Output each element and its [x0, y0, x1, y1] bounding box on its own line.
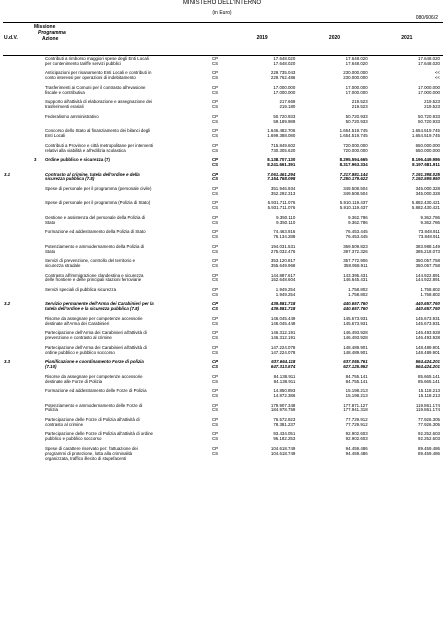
amount-cell: 96.182.253	[273, 436, 296, 442]
amount-cell: 230.000.000	[343, 70, 368, 76]
amount-cell: 17.648.020	[273, 60, 296, 66]
amount-cell: 637.664.118	[271, 359, 296, 365]
amount-cell: 353.120.817	[270, 258, 296, 264]
currency-unit: (in Euro)	[212, 10, 232, 16]
amount-cell: 145.673.931	[415, 320, 440, 326]
amount-cell: 720.000.000	[343, 147, 368, 153]
amount-cell: 15.118.213	[418, 388, 440, 394]
amount-type-cell: CS	[212, 190, 219, 196]
amount-cell: 104.618.749	[270, 450, 296, 456]
amount-type-cell: CS	[212, 118, 219, 124]
mission-number-cell: 3	[34, 157, 37, 163]
amount-cell: 119.861.174	[415, 402, 440, 408]
missione-label: Missione	[34, 24, 56, 30]
amount-cell: 94.459.486	[345, 450, 368, 456]
amount-cell: 92.902.603	[345, 431, 368, 437]
description-cell: Partecipazione delle Forze di Polizia all'attività di	[45, 416, 140, 422]
amount-type-cell: CS	[212, 364, 219, 370]
amount-cell: 650.000.000	[415, 142, 440, 148]
amount-type-cell: CS	[212, 320, 219, 326]
description-cell: Potenziamento e ammodernamento delle Forze di	[45, 402, 143, 408]
amount-cell: 8.241.661.391	[267, 161, 296, 167]
amount-cell: 1.654.519.745	[411, 133, 440, 139]
amount-type-cell: CP	[212, 431, 219, 437]
amount-cell: 145.673.931	[415, 315, 440, 321]
description-cell: Servizi di prevenzione, controllo del territorio e	[45, 258, 136, 264]
amount-cell: 15.198.213	[345, 392, 368, 398]
amount-cell: 17.000.000	[273, 89, 296, 95]
amount-cell: 9.362.786	[348, 214, 368, 220]
amount-cell: 1.949.254	[275, 291, 296, 297]
amount-cell: 5.882.430.421	[411, 205, 440, 211]
amount-cell: 77.926.305	[418, 421, 440, 427]
row-spacer	[3, 462, 443, 466]
document-code: 080/606/2	[415, 15, 438, 21]
amount-cell: 147.224.078	[270, 344, 296, 350]
amount-cell: 119.861.174	[415, 407, 440, 413]
description-cell: tutela dell'ordine e la sicurezza pubblica (7.8)	[45, 306, 140, 312]
amount-cell: 146.312.191	[270, 330, 296, 336]
description-cell: Contributi a rimborso maggiori spese degli Enti Locali	[45, 56, 149, 61]
amount-cell: 369.509.823	[343, 243, 368, 249]
amount-type-cell: CP	[212, 287, 219, 292]
amount-cell: 84.138.911	[273, 373, 296, 379]
amount-type-cell: CP	[212, 445, 219, 451]
description-cell: Contributi a Province e città metropolitane per interventi	[45, 142, 154, 148]
amount-type-cell: CS	[212, 335, 219, 341]
amount-cell: 355.649.968	[270, 263, 296, 269]
amount-cell: 50.720.933	[273, 113, 296, 119]
amount-cell: 627.125.952	[343, 364, 368, 370]
description-cell: organizzata, traffico illecito di stupefacenti	[45, 455, 127, 461]
amount-cell: 148.489.901	[415, 349, 440, 355]
amount-cell: 50.720.933	[345, 113, 368, 119]
amount-cell: 230.000.000	[343, 75, 368, 81]
amount-cell: 1.758.802	[348, 291, 368, 297]
amount-cell: 7.154.768.098	[267, 176, 296, 182]
amount-type-cell: CS	[212, 89, 219, 95]
amount-cell: 397.372.326	[343, 248, 368, 254]
description-cell: Ordine pubblico e sicurezza (7)	[45, 157, 110, 163]
programma-label: Programma	[38, 30, 66, 36]
amount-cell: 177.871.127	[343, 402, 368, 408]
amount-cell: 179.907.348	[270, 402, 296, 408]
description-cell: Risorse da assegnare per competenze accessorie	[45, 373, 143, 379]
amount-cell: 7.217.881.144	[339, 171, 368, 177]
amount-cell: 8.138.707.130	[267, 157, 296, 163]
year-column-header: 2020	[298, 23, 370, 56]
ministry-title: MINISTERO DELL'INTERNO	[182, 0, 262, 6]
amount-cell: 74.463.916	[273, 229, 296, 235]
amount-cell: 73.848.911	[418, 229, 440, 235]
amount-type-cell: CS	[212, 378, 219, 384]
amount-cell: 345.000.328	[415, 185, 440, 191]
amount-cell: 229.762.486	[270, 75, 296, 81]
amount-cell: 77.729.912	[345, 421, 368, 427]
amount-cell: 17.000.000	[418, 84, 440, 90]
amount-cell: 7.061.461.294	[267, 171, 296, 177]
udv-column-header: U.d.V.	[3, 23, 33, 56]
description-cell: Spese di carattere riservato per: l'attuazione dei	[45, 445, 138, 451]
amount-type-cell: CS	[212, 248, 219, 254]
amount-cell: 146.045.449	[270, 315, 296, 321]
amount-cell: 350.057.758	[415, 263, 440, 269]
description-cell: Servizio permanente dell'Arma dei Carabinieri per la	[45, 301, 154, 307]
amount-cell: 17.648.020	[418, 56, 440, 61]
amount-cell: 219.523	[424, 99, 440, 105]
table-body	[3, 56, 443, 466]
description-cell: Partecipazione dell'Arma dei Carabinieri all'attività di	[45, 344, 147, 350]
description-cell: programmi di protezione, lotta alla criminalità	[45, 450, 133, 456]
amount-cell: 352.292.313	[270, 190, 296, 196]
description-cell: Anticipazioni per risanamento Enti Locali e contributi in	[45, 70, 152, 76]
amount-cell: 229.735.043	[270, 70, 296, 76]
description-cell: Formazione ed addestramento delle Forze di Polizia	[45, 388, 147, 394]
amount-cell: 146.493.928	[343, 335, 368, 341]
amount-cell: 5.882.430.421	[411, 200, 440, 206]
amount-cell: 715.849.602	[270, 142, 296, 148]
amount-cell: 275.032.476	[270, 248, 296, 254]
amount-type-cell: CS	[212, 133, 219, 139]
amount-type-cell: CP	[212, 99, 219, 105]
amount-cell: 92.252.603	[418, 431, 440, 437]
udv-cell: 3.2	[4, 301, 11, 307]
amount-type-cell: CS	[212, 263, 219, 269]
description-cell: Contrasto all'immigrazione clandestina e sicurezza	[45, 272, 144, 278]
amount-cell: 219.523	[424, 104, 440, 110]
missione-column-header	[33, 23, 226, 56]
description-cell: Partecipazione delle Forze di Polizia all'attività di ordine	[45, 431, 153, 437]
description-cell: Enti Locali	[45, 133, 66, 139]
amount-cell: 78.381.237	[273, 421, 296, 427]
amount-cell: 177.941.318	[343, 407, 368, 413]
amount-cell: 5.931.711.076	[267, 200, 296, 206]
amount-type-cell: CS	[212, 349, 219, 355]
description-cell: destinate all'Arma dei Carabinieri	[45, 320, 110, 326]
description-cell: relativi alla viabilità e all'edilizia scolastica	[45, 147, 126, 153]
description-cell: fiscale e contributiva	[45, 89, 85, 95]
amount-cell: 17.000.000	[418, 89, 440, 95]
year-column-header: 2021	[371, 23, 443, 56]
description-cell: Supporto all'attività di elaborazione e assegnazione dei	[45, 99, 153, 105]
amount-cell: 17.000.000	[345, 84, 368, 90]
amount-cell: 440.657.760	[415, 306, 440, 312]
amount-cell: 59.189.989	[273, 118, 296, 124]
amount-cell: 1.699.388.080	[267, 133, 296, 139]
amount-type-cell: CP	[212, 388, 219, 394]
amount-cell: 650.000.000	[415, 147, 440, 153]
amount-cell: 349.508.504	[343, 185, 368, 191]
amount-cell: 564.424.201	[415, 364, 440, 370]
amount-cell: 647.313.574	[270, 364, 296, 370]
amount-type-cell: CP	[212, 84, 219, 90]
amount-cell: 93.434.051	[273, 431, 296, 437]
spacer-cell	[3, 462, 443, 466]
amount-cell: 14.872.386	[273, 392, 296, 398]
amount-type-cell: CP	[212, 171, 219, 177]
amount-cell: 17.000.000	[345, 89, 368, 95]
amount-cell: 8.295.594.665	[339, 157, 368, 163]
amount-type-cell: CP	[212, 272, 219, 278]
amount-cell: 5.910.119.437	[339, 200, 368, 206]
description-cell: Potenziamento e ammodernamento della Polizia di	[45, 243, 145, 249]
amount-cell: 5.910.119.437	[339, 205, 368, 211]
amount-type-cell: CS	[212, 205, 219, 211]
amount-cell: 219.180	[279, 104, 296, 110]
amount-cell: 637.055.761	[343, 359, 368, 365]
amount-type-cell: CS	[212, 147, 219, 153]
amount-cell: 92.252.603	[418, 436, 440, 442]
amount-cell: 76.453.445	[345, 229, 368, 235]
amount-cell: 349.508.504	[343, 190, 368, 196]
amount-type-cell: CP	[212, 402, 219, 408]
description-cell: prevenzione e contrasto al crimine	[45, 335, 112, 341]
amount-cell: 440.657.760	[343, 301, 368, 307]
description-cell: Stato	[45, 219, 56, 225]
amount-cell: 146.645.431	[343, 277, 368, 283]
udv-cell: 3.3	[4, 359, 11, 365]
azione-label: Azione	[42, 36, 59, 42]
amount-type-cell: CS	[212, 219, 219, 225]
amount-cell: <<	[434, 75, 440, 81]
amount-cell: 217.669	[279, 99, 296, 105]
description-cell: Spese di personale per il programma (personale civile)	[45, 185, 152, 191]
amount-cell: 14.850.893	[273, 388, 296, 394]
amount-cell: 89.459.486	[418, 445, 440, 451]
amount-type-cell: CP	[212, 128, 219, 134]
amount-cell: 440.657.760	[343, 306, 368, 312]
description-cell: Formazione ed addestramento della Polizia di Stato	[45, 229, 146, 235]
amount-type-cell: CP	[212, 185, 219, 191]
description-cell: Pianificazione e coordinamento Forze di polizia	[45, 359, 144, 365]
amount-cell: 77.729.912	[345, 416, 368, 422]
amount-cell: 1.758.802	[348, 287, 368, 292]
amount-cell: 104.618.749	[270, 445, 296, 451]
amount-cell: 439.581.718	[270, 301, 296, 307]
amount-cell: 50.720.933	[345, 118, 368, 124]
description-cell: sicurezza stradale	[45, 263, 81, 269]
amount-cell: 17.648.020	[345, 60, 368, 66]
udv-cell: 3.1	[4, 171, 11, 177]
amount-cell: 1.758.802	[420, 287, 440, 292]
budget-table	[3, 22, 443, 465]
amount-type-cell: CS	[212, 277, 219, 283]
amount-type-cell: CP	[212, 142, 219, 148]
description-cell: Polizia	[45, 407, 58, 413]
amount-cell: 15.198.213	[345, 388, 368, 394]
amount-cell: 15.118.213	[418, 392, 440, 398]
table-header-row	[3, 23, 443, 56]
amount-type-cell: CP	[212, 113, 219, 119]
amount-type-cell: CS	[212, 75, 219, 81]
amount-cell: 345.000.328	[415, 190, 440, 196]
amount-cell: 1.646.482.706	[267, 128, 296, 134]
amount-cell: 720.000.000	[343, 142, 368, 148]
amount-cell: 9.350.110	[276, 219, 296, 225]
amount-type-cell: CS	[212, 161, 219, 167]
amount-cell: 146.493.928	[343, 330, 368, 336]
amount-cell: 17.648.020	[273, 56, 296, 61]
amount-cell: 9.350.110	[276, 214, 296, 220]
amount-cell: 148.489.901	[415, 344, 440, 350]
amount-type-cell: CS	[212, 407, 219, 413]
description-cell: ordine pubblico e pubblico soccorso	[45, 349, 115, 355]
amount-cell: 146.493.928	[415, 335, 440, 341]
amount-cell: 76.134.288	[273, 234, 296, 240]
amount-type-cell: CP	[212, 301, 219, 307]
amount-type-cell: CP	[212, 229, 219, 235]
amount-cell: 5.931.711.076	[267, 205, 296, 211]
amount-type-cell: CS	[212, 392, 219, 398]
amount-cell: 50.720.933	[418, 113, 440, 119]
amount-cell: 84.755.141	[345, 373, 368, 379]
amount-cell: 357.772.906	[343, 258, 368, 264]
amount-cell: 145.673.931	[343, 320, 368, 326]
amount-cell: 85.665.141	[418, 378, 440, 384]
amount-type-cell: CS	[212, 291, 219, 297]
amount-cell: 17.000.000	[273, 84, 296, 90]
amount-cell: 148.489.901	[343, 349, 368, 355]
amount-type-cell: CS	[212, 421, 219, 427]
amount-type-cell: CS	[212, 306, 219, 312]
amount-cell: 84.755.141	[345, 378, 368, 384]
amount-type-cell: CP	[212, 56, 219, 61]
description-cell: Trasferimenti ai Comuni per il contrasto all'evasione	[45, 84, 146, 90]
amount-cell: <<	[434, 70, 440, 76]
amount-cell: 219.523	[351, 104, 368, 110]
amount-cell: 9.362.786	[420, 214, 440, 220]
description-cell: delle frontiere e delle principali stazioni ferroviarie	[45, 277, 142, 283]
description-cell: pubblico e pubblico soccorso	[45, 436, 102, 442]
description-cell: Gestione e assistenza del personale della Polizia di	[45, 214, 146, 220]
amount-type-cell: CS	[212, 60, 219, 66]
amount-cell: 564.424.201	[415, 359, 440, 365]
amount-type-cell: CP	[212, 200, 219, 206]
amount-type-cell: CP	[212, 70, 219, 76]
amount-cell: 144.922.891	[415, 277, 440, 283]
amount-cell: 7.250.179.622	[339, 176, 368, 182]
amount-cell: 145.673.931	[343, 315, 368, 321]
description-cell: contrasto al crimine	[45, 421, 84, 427]
description-cell: Stato	[45, 248, 56, 254]
amount-cell: 184.978.759	[270, 407, 296, 413]
description-cell: Spese di personale per il programma (Polizia di Stato)	[45, 200, 151, 206]
amount-cell: 84.138.911	[273, 378, 296, 384]
amount-cell: 351.946.934	[270, 185, 296, 191]
amount-type-cell: CP	[212, 373, 219, 379]
amount-cell: 350.057.758	[415, 258, 440, 264]
amount-cell: 1.654.519.745	[411, 128, 440, 134]
amount-cell: 219.523	[351, 99, 368, 105]
description-cell: Contrasto al crimine, tutela dell'ordine e della	[45, 171, 140, 177]
amount-cell: 7.192.599.950	[411, 176, 440, 182]
amount-type-cell: CP	[212, 214, 219, 220]
amount-cell: 148.489.901	[343, 344, 368, 350]
year-column-header: 2019	[226, 23, 298, 56]
amount-cell: 383.988.149	[415, 243, 440, 249]
amount-cell: 92.902.603	[345, 436, 368, 442]
amount-cell: 50.720.933	[418, 118, 440, 124]
amount-cell: 147.224.078	[270, 349, 296, 355]
amount-cell: 385.218.073	[415, 248, 440, 254]
amount-type-cell: CS	[212, 436, 219, 442]
amount-type-cell: CS	[212, 450, 219, 456]
amount-type-cell: CP	[212, 243, 219, 249]
amount-cell: 143.395.431	[343, 272, 368, 278]
description-cell: Servizi speciali di pubblica sicurezza	[45, 287, 117, 292]
amount-cell: 8.317.963.334	[339, 161, 368, 167]
amount-cell: 73.848.911	[418, 234, 440, 240]
amount-cell: 17.648.020	[345, 56, 368, 61]
description-cell: sicurezza pubblica (7.8)	[45, 176, 95, 182]
amount-cell: 1.654.519.745	[339, 128, 368, 134]
amount-cell: 9.362.786	[420, 219, 440, 225]
amount-cell: 17.648.020	[418, 60, 440, 66]
amount-cell: 144.887.617	[270, 272, 296, 278]
amount-cell: 730.305.620	[270, 147, 296, 153]
amount-cell: 8.196.449.986	[411, 157, 440, 163]
amount-cell: 146.045.449	[270, 320, 296, 326]
amount-type-cell: CP	[212, 157, 219, 163]
amount-type-cell: CP	[212, 330, 219, 336]
amount-cell: 94.459.486	[345, 445, 368, 451]
amount-cell: 194.031.531	[270, 243, 296, 249]
amount-type-cell: CP	[212, 416, 219, 422]
amount-cell: 1.949.254	[275, 287, 296, 292]
amount-cell: 7.191.398.025	[411, 171, 440, 177]
amount-cell: 146.312.191	[270, 335, 296, 341]
description-cell: Partecipazione dell'Arma dei Carabinieri all'attività di	[45, 330, 147, 336]
amount-cell: 77.926.305	[418, 416, 440, 422]
description-cell: conto interessi per operazioni di indebitamento	[45, 75, 136, 81]
description-cell: Federalismo amministrativo	[45, 113, 99, 119]
description-cell: destinate alle Forze di Polizia	[45, 378, 103, 384]
amount-cell: 76.453.445	[345, 234, 368, 240]
amount-type-cell: CP	[212, 359, 219, 365]
amount-cell: 76.572.923	[273, 416, 296, 422]
amount-type-cell: CS	[212, 234, 219, 240]
amount-cell: 85.665.141	[418, 373, 440, 379]
amount-cell: 1.758.802	[420, 291, 440, 297]
amount-cell: 9.362.786	[348, 219, 368, 225]
description-cell: trasferimenti erariali	[45, 104, 84, 110]
description-cell: Risorse da assegnare per competenze accessorie	[45, 315, 143, 321]
description-cell: Concorso dello Stato al finanziamento dei bilanci degli	[45, 128, 151, 134]
amount-type-cell: CP	[212, 258, 219, 264]
amount-cell: 152.648.604	[270, 277, 296, 283]
amount-cell: 144.922.891	[415, 272, 440, 278]
amount-cell: 146.493.928	[415, 330, 440, 336]
amount-type-cell: CP	[212, 344, 219, 350]
description-cell: per contenimento tariffe servizi pubblici	[45, 60, 121, 66]
amount-cell: 8.197.681.911	[412, 161, 440, 167]
amount-cell: 358.958.911	[343, 263, 368, 269]
amount-cell: 440.657.760	[415, 301, 440, 307]
amount-cell: 439.581.718	[270, 306, 296, 312]
description-cell: (7.10)	[45, 364, 57, 370]
amount-type-cell: CP	[212, 315, 219, 321]
amount-cell: 89.459.486	[418, 450, 440, 456]
amount-cell: 1.654.519.745	[339, 133, 368, 139]
amount-type-cell: CS	[212, 104, 219, 110]
amount-type-cell: CS	[212, 176, 219, 182]
